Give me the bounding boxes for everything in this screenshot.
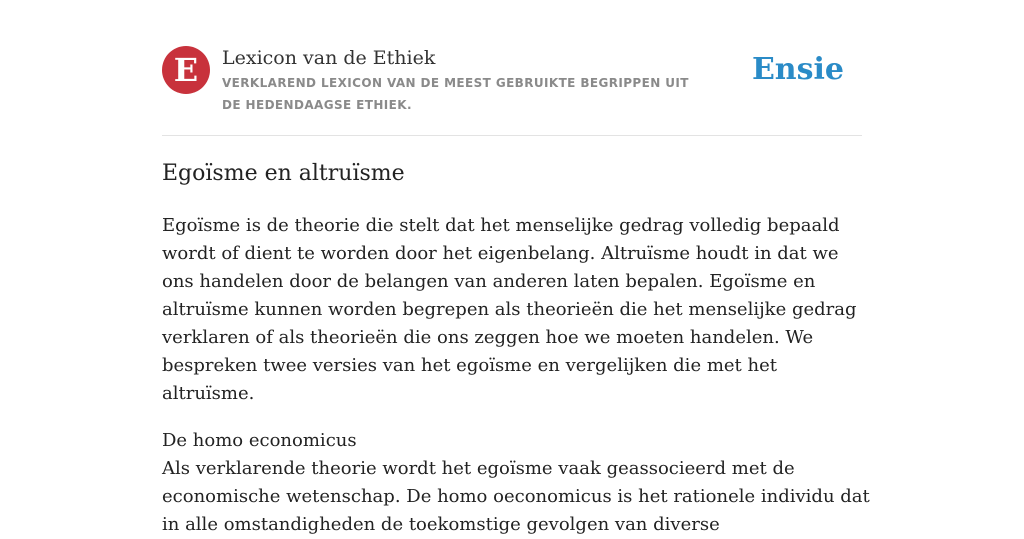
site-subtitle: VERKLAREND LEXICON VAN DE MEEST GEBRUIKTE BEGRIPPEN UIT DE HEDENDAAGSE ETHIEK. [222,76,689,112]
article [162,156,872,539]
section-body: Als verklarende theorie wordt het egoïsme vaak geassocieerd met de economische wetenschap. De homo oeconomicus is het rationele individu dat in alle omstandigheden de toekomstige gevolgen van diverse [162,458,870,535]
header-divider [162,135,862,136]
article-title: Egoïsme en altruïsme [162,161,405,186]
section-heading: De homo economicus [162,430,357,451]
site-logo[interactable]: E [162,46,210,94]
site-header [162,44,862,118]
ensie-brand-logo[interactable]: Ensie [751,52,844,87]
site-title[interactable]: Lexicon van de Ethiek [222,47,436,69]
article-intro: Egoïsme is de theorie die stelt dat het menselijke gedrag volledig bepaald wordt of dient te worden door het eigenbelang. Altruïsme houdt in dat we ons handelen door de belangen van anderen laten bepalen. Egoïsme en altruïsme kunnen worden begrepen als theorieën die het menselijke gedrag verklaren of als theorieën die ons zeggen hoe we moeten handelen. We bespreken twee versies van het egoïsme en vergelijken die met het altruïsme. [162,215,857,404]
